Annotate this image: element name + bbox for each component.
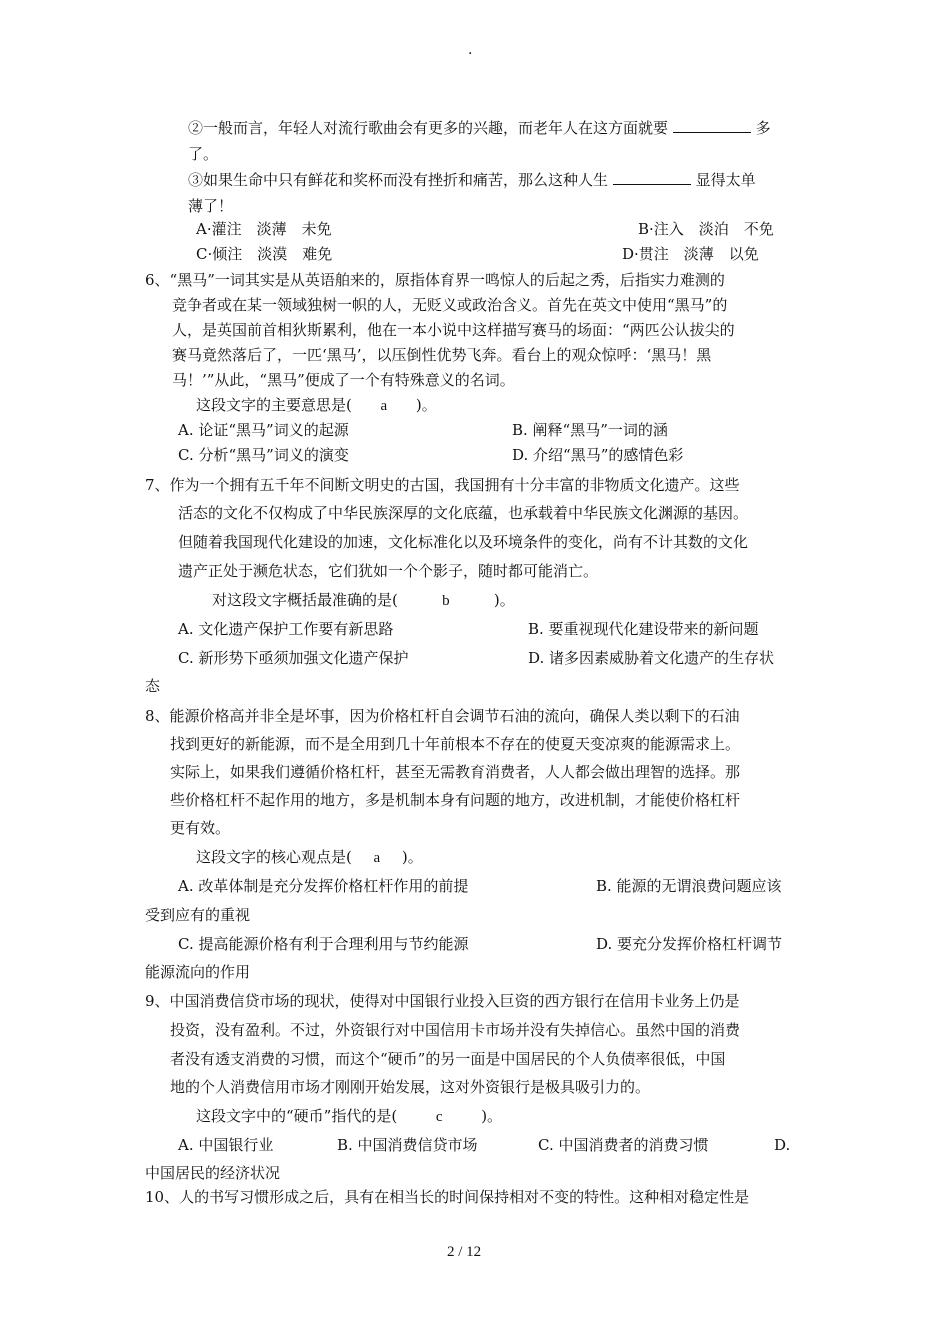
q7-option-b: B. 要重视现代化建设带来的新问题 (528, 620, 759, 638)
q9-stem: 这段文字中的“硬币”指代的是( c )。 (196, 1107, 503, 1125)
q8-option-c: C. 提高能源价格有利于合理利用与节约能源 (178, 935, 469, 953)
q5-option-c: C·倾注 淡漠 难免 (196, 245, 333, 263)
header-mark: . (468, 42, 473, 58)
q9-option-d: D. (774, 1136, 791, 1154)
q8-answer: a (373, 850, 381, 866)
q9-option-a: A. 中国银行业 (178, 1136, 274, 1154)
q6-option-b: B. 阐释“黑马”一词的涵 (512, 421, 668, 439)
q5-sentence-3: ③如果生命中只有鲜花和奖杯而没有挫折和痛苦，那么这种人生 显得太单 (188, 171, 756, 189)
q7-option-a: A. 文化遗产保护工作要有新思路 (178, 620, 394, 638)
q7-option-c: C. 新形势下亟须加强文化遗产保护 (178, 649, 409, 667)
q8-option-d: D. 要充分发挥价格杠杆调节 (596, 935, 783, 953)
q9-option-c: C. 中国消费者的消费习惯 (538, 1136, 709, 1154)
q9-option-b: B. 中国消费信贷市场 (337, 1136, 478, 1154)
q5-option-a: A·灌注 淡薄 未免 (196, 220, 332, 238)
fill-blank (613, 170, 691, 185)
q6-stem: 这段文字的主要意思是( a )。 (196, 396, 437, 414)
q7-option-d: D. 诸多因素威胁着文化遗产的生存状 (528, 649, 775, 667)
q7-stem: 对这段文字概括最准确的是( b )。 (212, 591, 515, 609)
q8-stem: 这段文字的核心观点是( a )。 (196, 848, 423, 866)
q5-option-b: B·注入 淡泊 不免 (638, 220, 774, 238)
q7-answer: b (442, 593, 450, 609)
q8-option-a: A. 改革体制是充分发挥价格杠杆作用的前提 (178, 877, 469, 895)
fill-blank (673, 118, 751, 133)
q5-option-d: D·贯注 淡薄 以免 (622, 245, 759, 263)
q9-answer: c (435, 1109, 443, 1125)
page-number: 2 / 12 (447, 1244, 482, 1260)
q6-option-d: D. 介绍“黑马”的感情色彩 (512, 446, 684, 464)
q6-option-c: C. 分析“黑马”词义的演变 (178, 446, 349, 464)
q8-option-b: B. 能源的无谓浪费问题应该 (596, 877, 782, 895)
q5-sentence-2: ②一般而言，年轻人对流行歌曲会有更多的兴趣，而老年人在这方面就要 多 (188, 119, 771, 137)
q6-answer: a (380, 398, 388, 414)
q6-option-a: A. 论证“黑马”词义的起源 (178, 421, 349, 439)
